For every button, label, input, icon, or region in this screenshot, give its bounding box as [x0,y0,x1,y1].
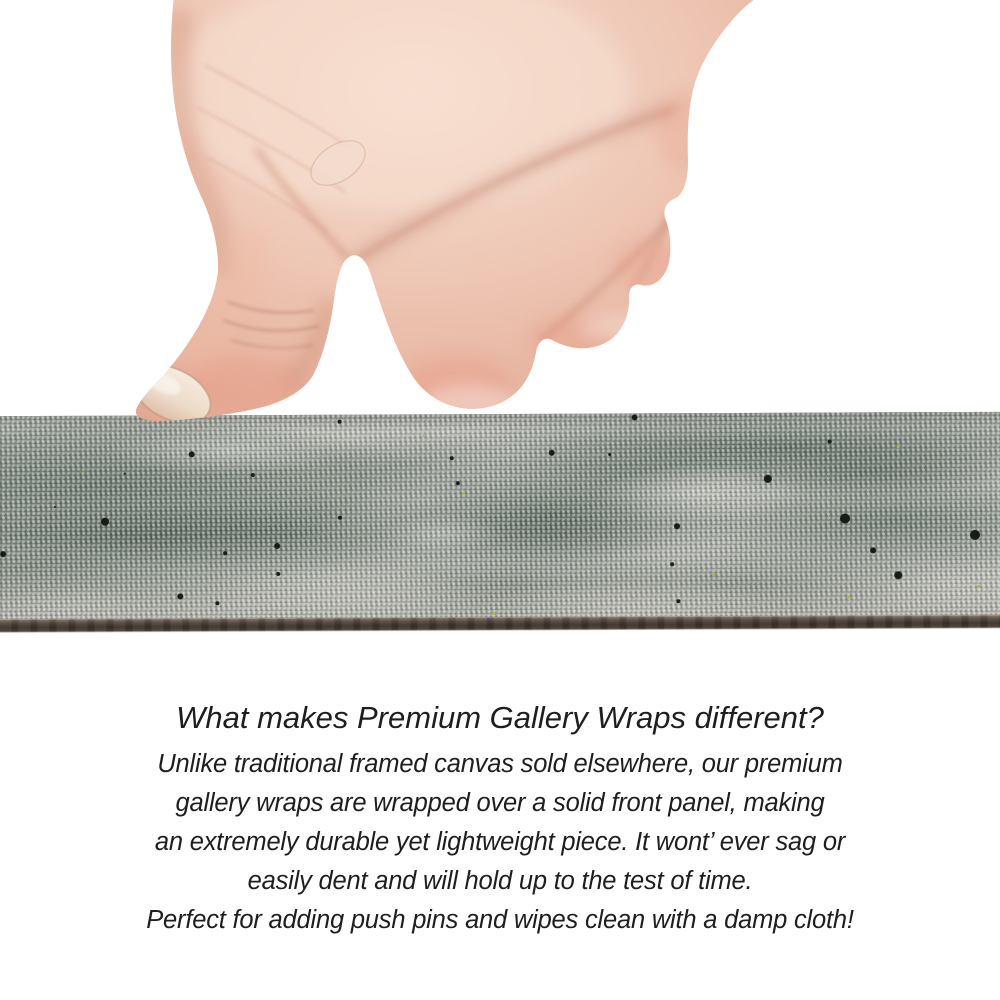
headline: What makes Premium Gallery Wraps different? [176,700,824,735]
hand-photo [0,0,1000,446]
body-line-5: Perfect for adding push pins and wipes clean with a damp cloth! [146,906,854,934]
body-line-1: Unlike traditional framed canvas sold elsewhere, our premium [157,750,843,778]
body-line-3: an extremely durable yet lightweight piece. It wont’ ever sag or [154,828,846,856]
body-line-2: gallery wraps are wrapped over a solid front panel, making [175,789,825,817]
marketing-copy [0,700,1000,940]
body-line-4: easily dent and will hold up to the test of time. [247,867,753,895]
